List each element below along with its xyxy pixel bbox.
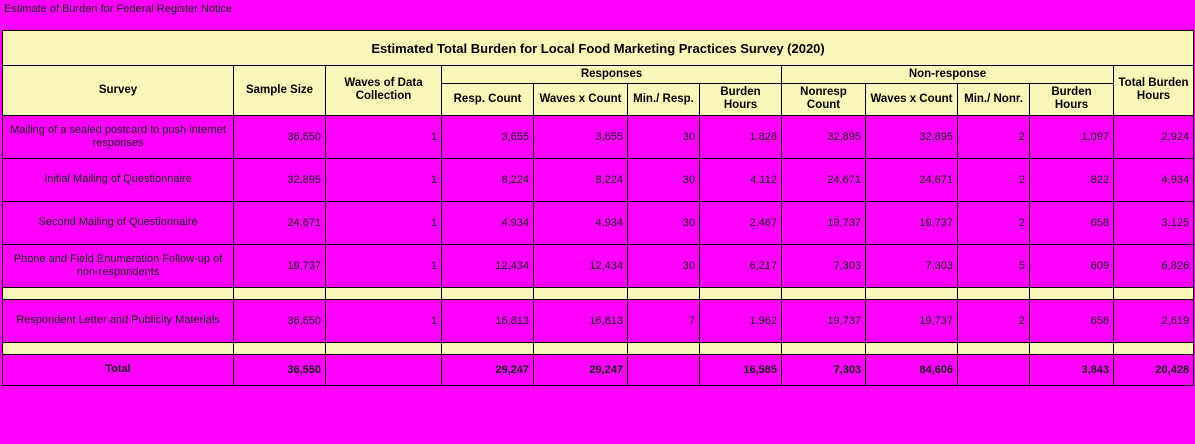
column-header-waves-x-count-resp: Waves x Count (534, 84, 628, 115)
column-header-resp-count: Resp. Count (442, 84, 534, 115)
table-cell: 19,737 (866, 299, 958, 342)
column-header-min-per-resp: Min./ Resp. (628, 84, 700, 115)
table-cell: 30 (628, 158, 700, 201)
table-cell (958, 342, 1030, 354)
table-cell: 1 (326, 201, 442, 244)
table-cell (442, 287, 534, 299)
table-cell: 20,428 (1114, 354, 1194, 385)
table-cell: 4,934 (1114, 158, 1194, 201)
table-cell: 12,434 (534, 244, 628, 287)
table-cell: 7,303 (782, 354, 866, 385)
table-cell (866, 287, 958, 299)
table-cell (326, 287, 442, 299)
table-cell: 19,737 (782, 299, 866, 342)
table-spacer-row (3, 287, 1194, 299)
table-cell (866, 342, 958, 354)
table-total-row (3, 354, 1194, 385)
table-cell: 822 (1030, 158, 1114, 201)
table-group-header-row (3, 66, 1194, 84)
table-cell: 24,671 (866, 158, 958, 201)
table-cell: 3,843 (1030, 354, 1114, 385)
table-cell (326, 342, 442, 354)
row-label: Respondent Letter and Publicity Materials (3, 299, 234, 342)
table-cell (958, 287, 1030, 299)
table-cell (326, 354, 442, 385)
table-cell: 3,655 (534, 115, 628, 158)
table-title: Estimated Total Burden for Local Food Marketing Practices Survey (2020) (3, 31, 1194, 66)
table-cell: 32,895 (234, 158, 326, 201)
table-cell: 1,962 (700, 299, 782, 342)
table-cell: 8,224 (534, 158, 628, 201)
table-cell: 32,895 (782, 115, 866, 158)
table-cell: 4,934 (442, 201, 534, 244)
table-cell: 3,655 (442, 115, 534, 158)
table-cell: 1,828 (700, 115, 782, 158)
burden-table (2, 30, 1194, 386)
burden-table-container (2, 30, 1190, 386)
table-cell: 1 (326, 299, 442, 342)
column-group-responses: Responses (442, 66, 782, 84)
table-cell (958, 354, 1030, 385)
table-cell: 2 (958, 299, 1030, 342)
table-cell: 7 (628, 299, 700, 342)
column-group-nonresponse: Non-response (782, 66, 1114, 84)
table-cell (534, 287, 628, 299)
table-cell: 2,619 (1114, 299, 1194, 342)
table-row (3, 158, 1194, 201)
table-title-row (3, 31, 1194, 66)
table-cell: 24,671 (234, 201, 326, 244)
column-header-burden-hours-resp: Burden Hours (700, 84, 782, 115)
column-header-waves-of-data-collection: Waves of Data Collection (326, 66, 442, 116)
table-cell (700, 287, 782, 299)
table-cell: 3,125 (1114, 201, 1194, 244)
table-cell: 19,737 (866, 201, 958, 244)
table-cell (700, 342, 782, 354)
row-label: Total (3, 354, 234, 385)
table-cell: 658 (1030, 299, 1114, 342)
table-cell: 4,112 (700, 158, 782, 201)
table-cell: 8,224 (442, 158, 534, 201)
column-header-sample-size: Sample Size (234, 66, 326, 116)
row-label: Mailing of a sealed postcard to push internet responses (3, 115, 234, 158)
table-row (3, 201, 1194, 244)
table-cell (3, 287, 234, 299)
table-cell (442, 342, 534, 354)
table-cell: 84,606 (866, 354, 958, 385)
table-cell (534, 342, 628, 354)
table-cell: 16,585 (700, 354, 782, 385)
table-cell: 32,895 (866, 115, 958, 158)
column-header-waves-x-count-nonresp: Waves x Count (866, 84, 958, 115)
table-cell: 4,934 (534, 201, 628, 244)
table-cell: 7,303 (782, 244, 866, 287)
table-cell (782, 287, 866, 299)
table-cell: 30 (628, 201, 700, 244)
column-header-survey: Survey (3, 66, 234, 116)
table-cell: 2 (958, 201, 1030, 244)
table-header (3, 31, 1194, 116)
row-label: Second Mailing of Questionnaire (3, 201, 234, 244)
column-header-min-per-nonr: Min./ Nonr. (958, 84, 1030, 115)
table-cell: 36,550 (234, 115, 326, 158)
table-cell (1114, 287, 1194, 299)
table-cell: 7,303 (866, 244, 958, 287)
table-cell: 29,247 (534, 354, 628, 385)
table-cell: 36,550 (234, 299, 326, 342)
table-cell (1030, 342, 1114, 354)
table-cell: 19,737 (782, 201, 866, 244)
table-cell (628, 342, 700, 354)
row-label: Phone and Field Enumeration Follow-up of non-respondents (3, 244, 234, 287)
table-row (3, 299, 1194, 342)
table-cell: 1 (326, 244, 442, 287)
table-cell (3, 342, 234, 354)
table-cell: 658 (1030, 201, 1114, 244)
table-cell: 2 (958, 115, 1030, 158)
column-header-nonresp-count: Nonresp Count (782, 84, 866, 115)
table-cell (1114, 342, 1194, 354)
column-header-burden-hours-nonresp: Burden Hours (1030, 84, 1114, 115)
table-cell: 16,813 (534, 299, 628, 342)
page-title: Estimate of Burden for Federal Register Notice (4, 3, 233, 15)
table-cell: 5 (958, 244, 1030, 287)
table-row (3, 115, 1194, 158)
table-cell (234, 342, 326, 354)
table-cell: 12,434 (442, 244, 534, 287)
table-body (3, 115, 1194, 385)
table-cell: 19,737 (234, 244, 326, 287)
table-cell (782, 342, 866, 354)
table-cell (628, 287, 700, 299)
table-cell: 6,217 (700, 244, 782, 287)
table-cell: 30 (628, 115, 700, 158)
table-cell: 30 (628, 244, 700, 287)
table-cell: 2,467 (700, 201, 782, 244)
table-cell: 2 (958, 158, 1030, 201)
table-spacer-row (3, 342, 1194, 354)
table-cell (234, 287, 326, 299)
table-cell: 6,826 (1114, 244, 1194, 287)
column-header-total-burden-hours: Total Burden Hours (1114, 66, 1194, 116)
table-cell: 36,550 (234, 354, 326, 385)
table-cell: 2,924 (1114, 115, 1194, 158)
table-cell (1030, 287, 1114, 299)
table-cell: 24,671 (782, 158, 866, 201)
table-cell: 609 (1030, 244, 1114, 287)
table-cell: 1 (326, 158, 442, 201)
table-cell: 29,247 (442, 354, 534, 385)
table-cell: 1,097 (1030, 115, 1114, 158)
table-row (3, 244, 1194, 287)
row-label: Initial Mailing of Questionnaire (3, 158, 234, 201)
table-cell: 1 (326, 115, 442, 158)
table-cell (628, 354, 700, 385)
table-cell: 16,813 (442, 299, 534, 342)
